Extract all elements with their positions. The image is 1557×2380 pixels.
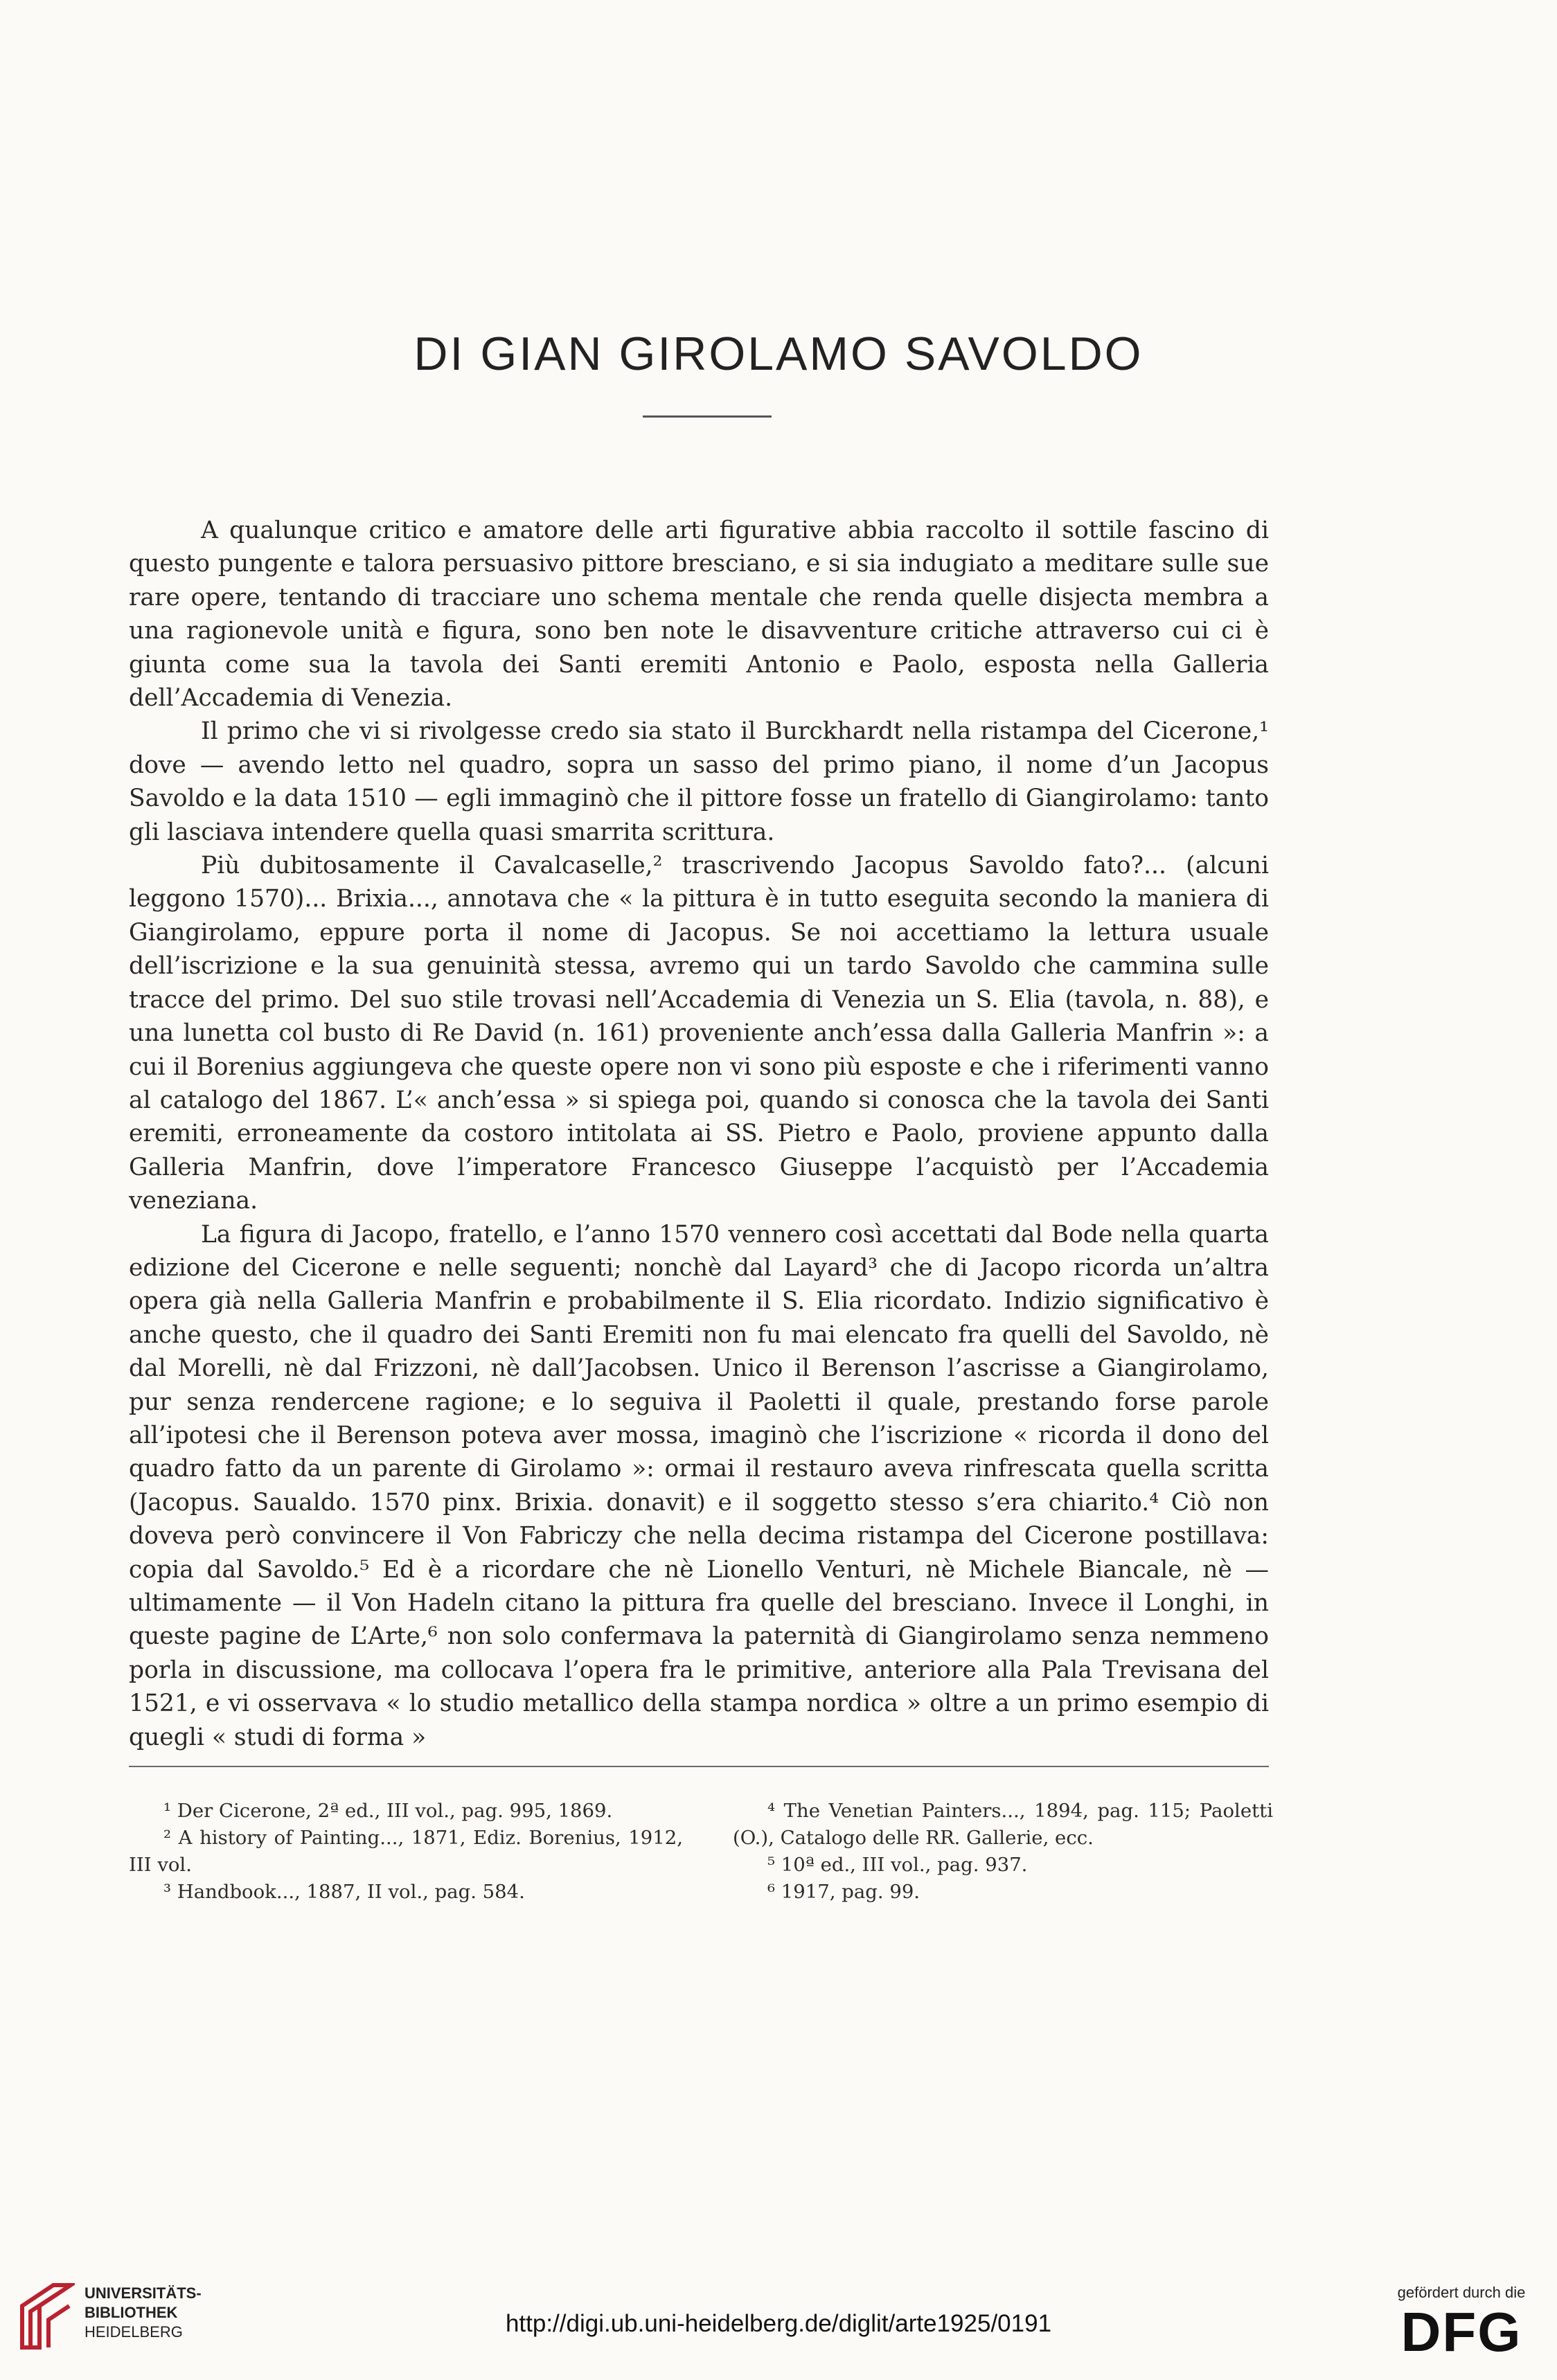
paragraph-4: La figura di Jacopo, fratello, e l’anno 1570 vennero così accettati dal Bode nella quarta edizione del Cicerone e nelle seguenti; nonchè dal Layard³ che di Jacopo ricorda un’altra opera già nella Galleria Manfrin e probabilmente il S. Elia ricordato. Indizio significativo è anche questo, che il quadro dei Santi Eremiti non fu mai elencato fra quelli del Savoldo, nè dal Morelli, nè dal Frizzoni, nè dall’Jacobsen. Unico il Berenson l’ascrisse a Giangirolamo, pur senza rendercene ragione; e lo seguiva il Paoletti il quale, prestando forse parole all’ipotesi che il Berenson poteva aver mossa, imaginò che l’iscrizione « ricorda il dono del quadro fatto da un parente di Girolamo »: ormai il restauro aveva rinfrescata quella scritta (Jacopus. Saualdo. 1570 pinx. Brixia. donavit) e il soggetto stesso s’era chiarito.⁴ Ciò non doveva però convincere il Von Fabriczy che nella decima ristampa del Cicerone postillava: copia dal Savoldo.⁵ Ed è a ricordare che nè Lionello Venturi, nè Michele Biancale, nè — ultimamente — il Von Hadeln citano la pittura fra quelle del bresciano. Invece il Longhi, in queste pagine de L’Arte,⁶ non solo confermava la paternità di Giangirolamo senza nemmeno porla in discussione, ma collocava l’opera fra le primitive, anteriore alla Pala Trevisana del 1521, e vi osservava « lo studio metallico della stampa nordica » oltre a un primo esempio di quegli « studi di forma »	[129, 1220, 1269, 1751]
footnotes-left-column	[129, 1798, 683, 1906]
source-url-link[interactable]: http://digi.ub.uni-heidelberg.de/diglit/arte1925/0191	[505, 2310, 1052, 2337]
footnote-3: ³ Handbook..., 1887, II vol., pag. 584.	[163, 1881, 525, 1903]
paragraph-3: Più dubitosamente il Cavalcaselle,² trascrivendo Jacopus Savoldo fato?... (alcuni leggono 1570)... Brixia..., annotava che « la pittura è in tutto eseguita secondo la maniera di Giangirolamo, eppure porta il nome di Jacopus. Se noi accettiamo la lettura usuale dell’iscrizione e la sua genuinità stessa, avremo qui un tardo Savoldo che cammina sulle tracce del primo. Del suo stile trovasi nell’Accademia di Venezia un S. Elia (tavola, n. 88), e una lunetta col busto di Re David (n. 161) proveniente anch’essa dalla Galleria Manfrin »: a cui il Borenius aggiungeva che queste opere non vi sono più esposte e che i riferimenti vanno al catalogo del 1867. L’« anch’essa » si spiega poi, quando si conosca che la tavola dei Santi eremiti, erroneamente da costoro intitolata ai SS. Pietro e Paolo, proviene appunto dalla Galleria Manfrin, dove l’imperatore Francesco Giuseppe l’acquistò per l’Accademia veneziana.	[129, 852, 1269, 1215]
title-divider	[643, 415, 772, 418]
article-title: DI GIAN GIROLAMO SAVOLDO	[413, 328, 1144, 380]
funding-label: gefördert durch die	[1397, 2284, 1526, 2301]
footnote-2: ² A history of Painting..., 1871, Ediz. Borenius, 1912, III vol.	[129, 1827, 683, 1876]
library-name-line2: BIBLIOTHEK	[84, 2304, 178, 2321]
footnote-divider	[129, 1766, 1269, 1767]
library-name-line3: HEIDELBERG	[84, 2323, 183, 2341]
paragraph-1: A qualunque critico e amatore delle arti figurative abbia raccolto il sottile fascino di questo pungente e talora persuasivo pittore bresciano, e si sia indugiato a meditare sulle sue rare opere, tentando di tracciare uno schema mentale che renda quelle disjecta membra a una ragionevole unità e figura, sono ben note le disavventure critiche attraverso cui ci è giunta come sua la tavola dei Santi eremiti Antonio e Paolo, esposta nella Galleria dell’Accademia di Venezia.	[129, 517, 1269, 713]
article-body	[129, 514, 1269, 1754]
footnote-5: ⁵ 10ª ed., III vol., pag. 937.	[767, 1854, 1028, 1876]
dfg-wordmark: DFG	[1400, 2301, 1522, 2363]
footnote-1: ¹ Der Cicerone, 2ª ed., III vol., pag. 995, 1869.	[163, 1800, 613, 1822]
footnote-4: ⁴ The Venetian Painters..., 1894, pag. 115; Paoletti (O.), Catalogo delle RR. Gallerie, ecc.	[733, 1800, 1273, 1849]
library-name-line1: UNIVERSITÄTS-	[84, 2284, 202, 2302]
paragraph-2: Il primo che vi si rivolgesse credo sia stato il Burckhardt nella ristampa del Cicerone,¹ dove — avendo letto nel quadro, sopra un sasso del primo piano, il nome d’un Jacopus Savoldo e la data 1510 — egli immaginò che il pittore fosse un fratello di Giangirolamo: tanto gli lasciava intendere quella quasi smarrita scrittura.	[129, 717, 1269, 846]
footnotes-right-column	[733, 1798, 1273, 1906]
dfg-funding-logo[interactable]	[1378, 2284, 1545, 2367]
footnote-6: ⁶ 1917, pag. 99.	[767, 1881, 920, 1903]
